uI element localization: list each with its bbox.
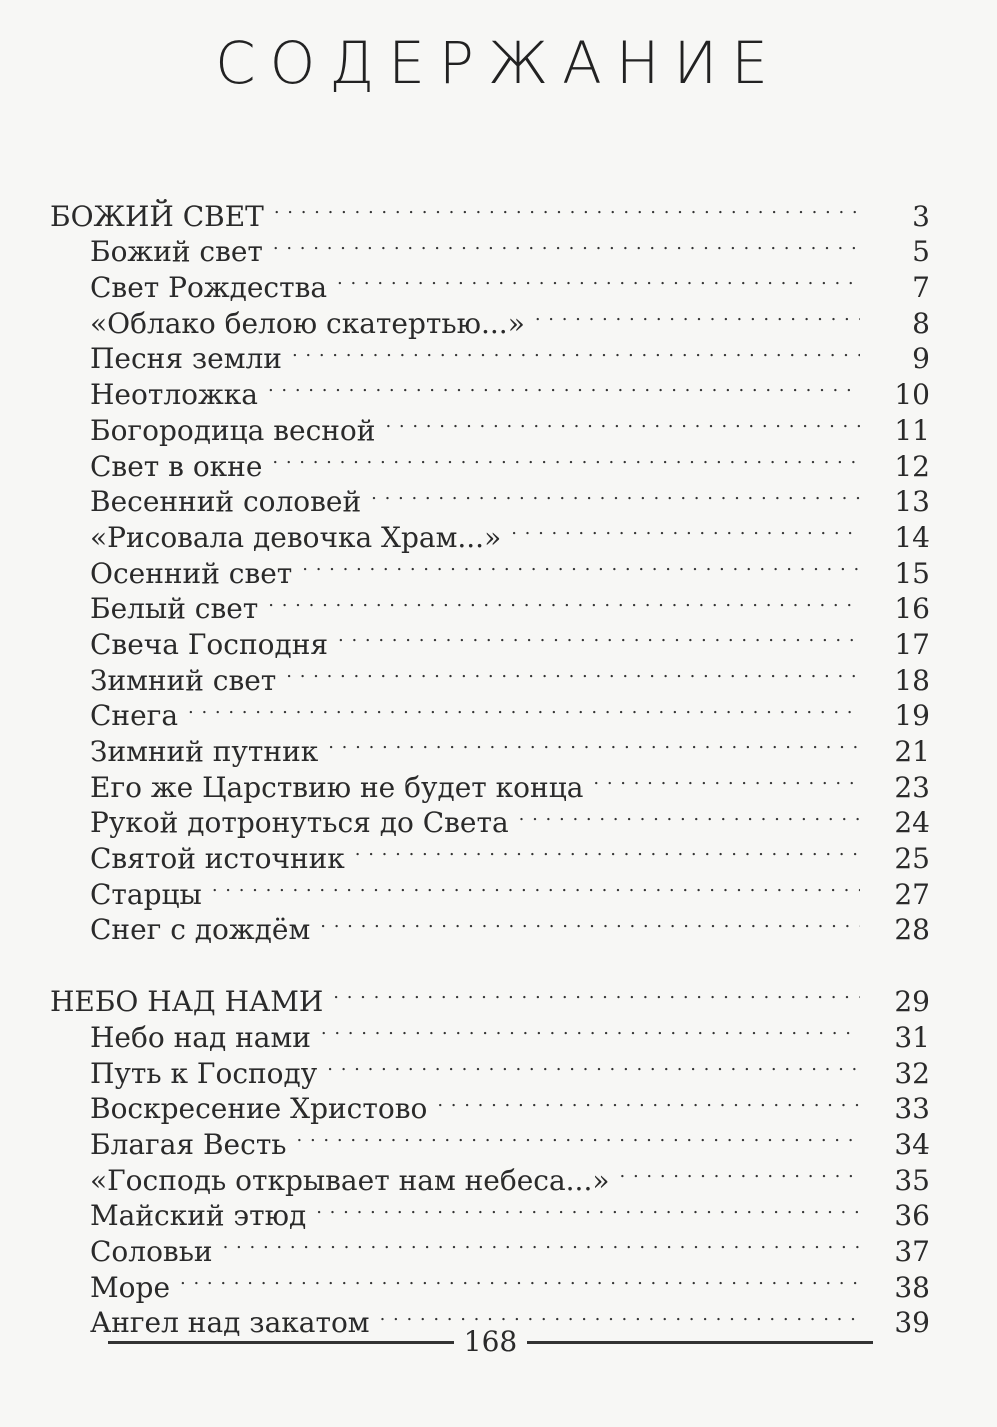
dot-leader (321, 1011, 860, 1047)
toc-entry-page-number: 11 (894, 413, 930, 447)
dot-leader (333, 975, 860, 1011)
dot-leader (371, 476, 860, 512)
toc-entry-label: Ангел над закатом (90, 1306, 370, 1340)
toc-entry-label: Благая Весть (90, 1127, 287, 1161)
dot-leader (297, 1118, 860, 1154)
toc-entry-label: «Господь открывает нам небеса...» (90, 1163, 610, 1197)
toc-entry-page-number: 39 (894, 1306, 930, 1340)
toc-entry-page-number: 13 (894, 485, 930, 519)
toc-entry-label: Соловьи (90, 1234, 213, 1268)
toc-entry-label: Его же Царствию не будет конца (90, 770, 584, 804)
dot-leader (327, 1047, 860, 1083)
dot-leader (273, 226, 860, 262)
toc-entry-page-number: 12 (894, 449, 930, 483)
dot-leader (620, 1154, 861, 1190)
toc-entry-page-number: 33 (894, 1092, 930, 1126)
toc-entry-label: Небо над нами (90, 1020, 311, 1054)
toc-entry-page-number: 10 (894, 378, 930, 412)
toc-entry-page-number: 16 (894, 592, 930, 626)
dot-leader (328, 725, 860, 761)
toc-entry-page-number: 32 (894, 1056, 930, 1090)
toc-section (50, 975, 930, 1340)
dot-leader (274, 190, 860, 226)
toc-entry-label: «Рисовала девочка Храм...» (90, 520, 502, 554)
toc-entry-page-number: 25 (894, 842, 930, 876)
toc-entry-page-number: 21 (894, 735, 930, 768)
dot-leader (292, 333, 860, 369)
dot-leader (223, 1225, 860, 1261)
toc-entry-label: Зимний свет (90, 663, 277, 697)
toc-section-heading-page-number: 3 (912, 199, 930, 233)
footer-rule-right (527, 1341, 873, 1344)
toc-entry-page-number: 27 (894, 877, 930, 911)
toc-entry-label: Рукой дотронуться до Света (90, 806, 509, 840)
page-footer (108, 1322, 873, 1362)
dot-leader (302, 547, 860, 583)
toc-section-heading-label: БОЖИЙ СВЕТ (50, 199, 264, 233)
dot-leader (355, 832, 860, 868)
dot-leader (272, 440, 860, 476)
dot-leader (437, 1083, 860, 1119)
toc-entry-page-number: 18 (894, 663, 930, 697)
toc-entry-label: Майский этюд (90, 1199, 307, 1233)
toc-section-heading-page-number: 29 (894, 985, 930, 1019)
dot-leader (337, 261, 860, 297)
dot-leader (519, 797, 860, 833)
toc-entry-label: Осенний свет (90, 556, 293, 590)
toc-entry-page-number: 17 (894, 627, 930, 661)
toc-entry-label: Песня земли (90, 342, 282, 376)
toc-entry-page-number: 38 (894, 1270, 930, 1304)
dot-leader (268, 583, 860, 619)
dot-leader (535, 297, 860, 333)
dot-leader (268, 368, 860, 404)
toc-entry-page-number: 28 (894, 913, 930, 947)
page-title: СОДЕРЖАНИЕ (215, 29, 782, 97)
dot-leader (511, 511, 860, 547)
toc-entry-page-number: 19 (894, 699, 930, 733)
toc-entry-page-number: 5 (912, 235, 930, 269)
toc-entry-label: Божий свет (90, 235, 263, 269)
footer-page-number: 168 (463, 1325, 518, 1358)
dot-leader (385, 404, 860, 440)
toc-entry-label: Белый свет (90, 592, 259, 626)
toc-entry-label: Воскресение Христово (90, 1092, 428, 1126)
toc-entry-label: Снег с дождём (90, 913, 311, 947)
toc-entry-page-number: 23 (894, 770, 930, 804)
toc-entry-page-number: 35 (894, 1163, 930, 1197)
dot-leader (320, 904, 860, 940)
dot-leader (188, 690, 860, 726)
toc-entry-page-number: 24 (894, 806, 930, 840)
toc-entry-page-number: 36 (894, 1199, 930, 1233)
toc-entry-page-number: 9 (912, 342, 930, 376)
toc-entry-page-number: 34 (894, 1127, 930, 1161)
toc-section (50, 190, 930, 947)
toc-section-heading-label: НЕБО НАД НАМИ (50, 985, 324, 1019)
toc-entry-page-number: 8 (912, 306, 930, 340)
dot-leader (593, 761, 860, 797)
toc-section-heading (50, 190, 930, 233)
toc-entry-label: Весенний соловей (90, 485, 362, 519)
toc-entry-label: Море (90, 1270, 171, 1304)
toc-entry-page-number: 31 (894, 1020, 930, 1054)
dot-leader (180, 1261, 860, 1297)
toc-entry-label: Богородица весной (90, 413, 376, 447)
dot-leader (316, 1190, 860, 1226)
toc-entry-label: Свеча Господня (90, 627, 329, 661)
toc-section-heading (50, 975, 930, 1019)
toc-entry-label: Путь к Господу (90, 1056, 318, 1090)
toc-entry-label: «Облако белою скатертью...» (90, 306, 525, 340)
toc-entry-page-number: 37 (894, 1234, 930, 1268)
toc-entry-label: Зимний путник (90, 735, 319, 768)
dot-leader (212, 868, 860, 904)
toc-entry-label: Свет Рождества (90, 271, 328, 305)
toc-entry-page-number: 15 (894, 556, 930, 590)
footer-rule-left (108, 1341, 454, 1344)
toc-entry-label: Неотложка (90, 378, 258, 412)
dot-leader (338, 618, 860, 654)
toc-entry (50, 1261, 930, 1304)
table-of-contents (50, 190, 930, 1340)
toc-entry-label: Снега (90, 699, 179, 733)
toc-entry-label: Свет в окне (90, 449, 263, 483)
toc-entry-page-number: 14 (894, 520, 930, 554)
dot-leader (286, 654, 860, 690)
toc-entry-page-number: 7 (912, 271, 930, 305)
toc-entry-label: Святой источник (90, 842, 345, 876)
toc-entry-label: Старцы (90, 877, 202, 911)
